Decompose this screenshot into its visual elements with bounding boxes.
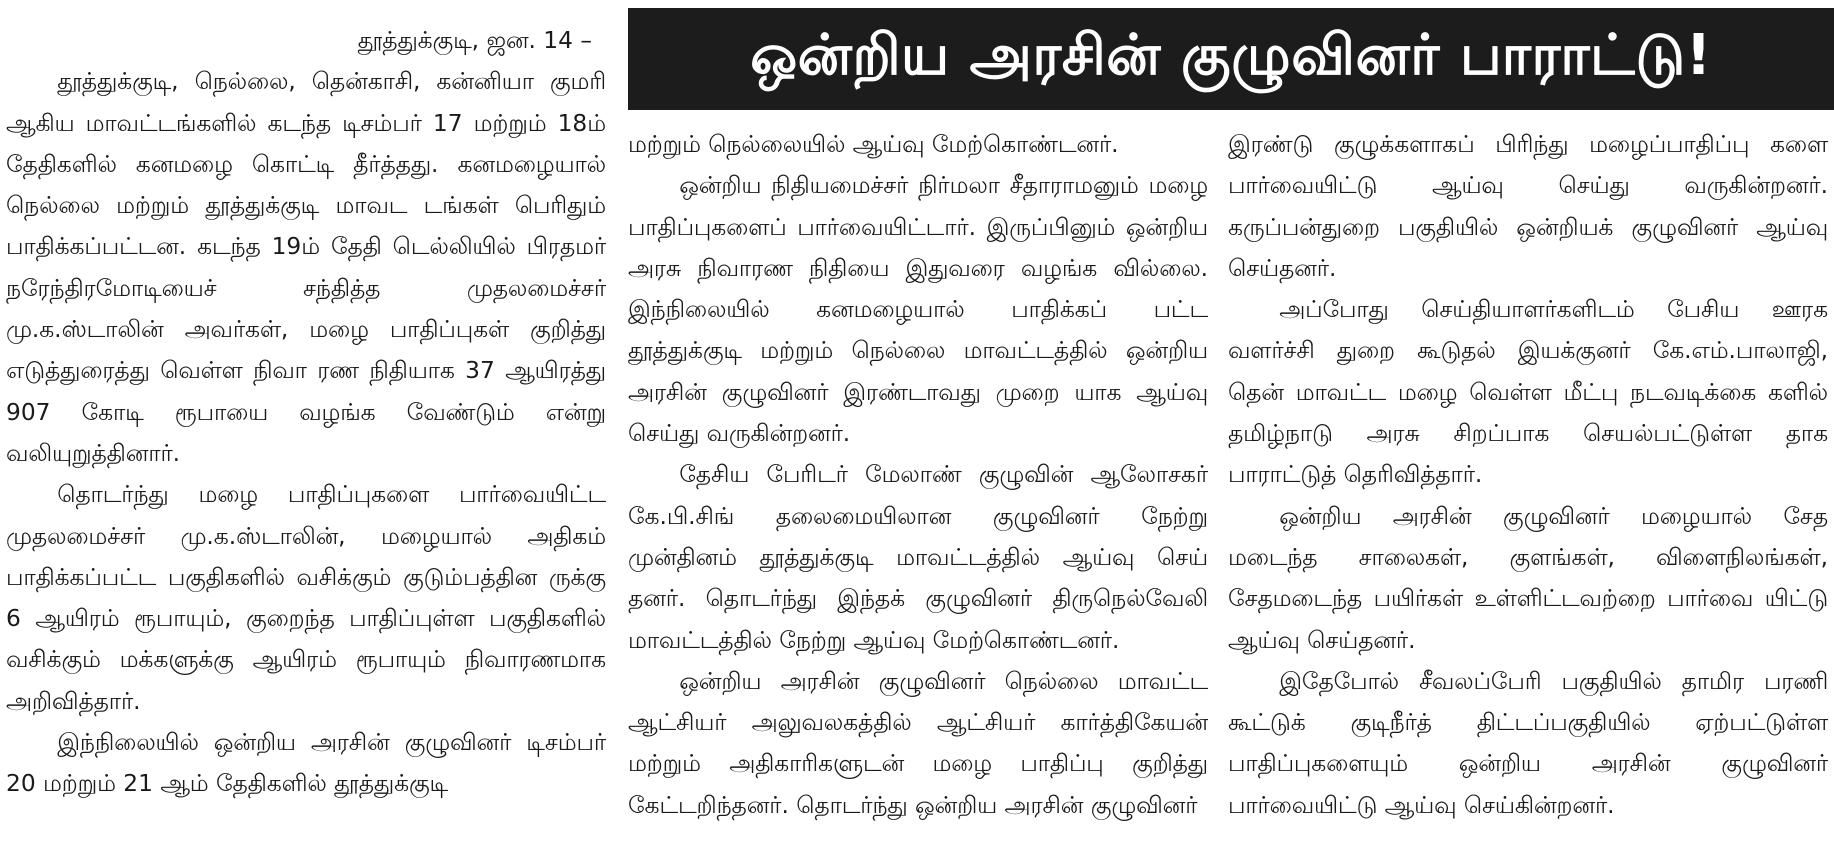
- paragraph: ஒன்றிய அரசின் குழுவினர் நெல்லை மாவட்ட ஆட்சியர் அலுவலகத்தில் ஆட்சியர் கார்த்திகேயன் மற்றும் அதிகாரிகளுடன் மழை பாதிப்பு குறித்து கேட்டறிந்தனர். தொடர்ந்து ஒன்றிய அரசின் குழுவினர்: [628, 667, 1208, 819]
- paragraph: தூத்துக்குடி, நெல்லை, தென்காசி, கன்னியா குமரி ஆகிய மாவட்டங்களில் கடந்த டிசம்பர் 17 மற்றும் 18ம் தேதிகளில் கனமழை கொட்டி தீர்த்தது. கனமழையால் நெல்லை மற்றும் தூத்துக்குடி மாவட டங்கள் பெரிதும் பாதிக்கப்பட்டன. கடந்த 19ம் தேதி டெல்லியில் பிரதமர் நரேந்திரமோடியைச் சந்தித்த முதலமைச்சர் மு.க.ஸ்டாலின் அவர்கள், மழை பாதிப்புகள் குறித்து எடுத்துரைத்து வெள்ள நிவா ரண நிதியாக 37 ஆயிரத்து 907 கோடி ரூபாயை வழங்க வேண்டும் என்று வலியுறுத்தினார்.: [6, 68, 606, 467]
- article-column-2: [628, 124, 1208, 826]
- headline-text: ஒன்றிய அரசின் குழுவினர் பாராட்டு!: [750, 23, 1712, 88]
- paragraph: ஒன்றிய அரசின் குழுவினர் மழையால் சேத மடைந்த சாலைகள், குளங்கள், விளைநிலங்கள், சேதமடைந்த பயிர்கள் உள்ளிட்டவற்றை பார்வை யிட்டு ஆய்வு செய்தனர்.: [1228, 502, 1828, 654]
- paragraph: ஒன்றிய நிதியமைச்சர் நிர்மலா சீதாராமனும் மழை பாதிப்புகளைப் பார்வையிட்டார். இருப்பினும் ஒன்றிய அரசு நிவாரண நிதியை இதுவரை வழங்க வில்லை. இந்நிலையில் கனமழையால் பாதிக்கப் பட்ட தூத்துக்குடி மற்றும் நெல்லை மாவட்டத்தில் ஒன்றிய அரசின் குழுவினர் இரண்டாவது முறை யாக ஆய்வு செய்து வருகின்றனர்.: [628, 172, 1208, 448]
- paragraph-continued: மற்றும் நெல்லையில் ஆய்வு மேற்கொண்டனர்.: [628, 131, 1119, 158]
- article-column-3: [1228, 124, 1828, 826]
- paragraph: தொடர்ந்து மழை பாதிப்புகளை பார்வையிட்ட முதலமைச்சர் மு.க.ஸ்டாலின், மழையால் அதிகம் பாதிக்கப்பட்ட பகுதிகளில் வசிக்கும் குடும்பத்தின ருக்கு 6 ஆயிரம் ரூபாயும், குறைந்த பாதிப்புள்ள பகுதிகளில் வசிக்கும் மக்களுக்கு ஆயிரம் ரூபாயும் நிவாரணமாக அறிவித்தார்.: [6, 481, 606, 715]
- paragraph: இதேபோல் சீவலப்பேரி பகுதியில் தாமிர பரணி கூட்டுக் குடிநீர்த் திட்டப்பகுதியில் ஏற்பட்டுள்ள பாதிப்புகளையும் ஒன்றிய அரசின் குழுவினர் பார்வையிட்டு ஆய்வு செய்கின்றனர்.: [1228, 667, 1828, 819]
- paragraph: அப்போது செய்தியாளர்களிடம் பேசிய ஊரக வளர்ச்சி துறை கூடுதல் இயக்குனர் கே.எம்.பாலாஜி, தென் மாவட்ட மழை வெள்ள மீட்பு நடவடிக்கை களில் தமிழ்நாடு அரசு சிறப்பாக செயல்பட்டுள்ள தாக பாராட்டுத் தெரிவித்தார்.: [1228, 296, 1828, 489]
- paragraph-continued: இரண்டு குழுக்களாகப் பிரிந்து மழைப்பாதிப்பு களை பார்வையிட்டு ஆய்வு செய்து வருகின்றனர். கருப்பன்துறை பகுதியில் ஒன்றியக் குழுவினர் ஆய்வு செய்தனர்.: [1228, 131, 1828, 282]
- headline-banner: [628, 8, 1834, 110]
- article-column-1: [6, 20, 606, 805]
- dateline: தூத்துக்குடி, ஜன. 14 –: [357, 27, 592, 54]
- paragraph: தேசிய பேரிடர் மேலாண் குழுவின் ஆலோசகர் கே.பி.சிங் தலைமையிலான குழுவினர் நேற்று முன்தினம் தூத்துக்குடி மாவட்டத்தில் ஆய்வு செய் தனர். தொடர்ந்து இந்தக் குழுவினர் திருநெல்வேலி மாவட்டத்தில் நேற்று ஆய்வு மேற்கொண்டனர்.: [628, 461, 1208, 654]
- paragraph: இந்நிலையில் ஒன்றிய அரசின் குழுவினர் டிசம்பர் 20 மற்றும் 21 ஆம் தேதிகளில் தூத்துக்குடி: [6, 729, 606, 798]
